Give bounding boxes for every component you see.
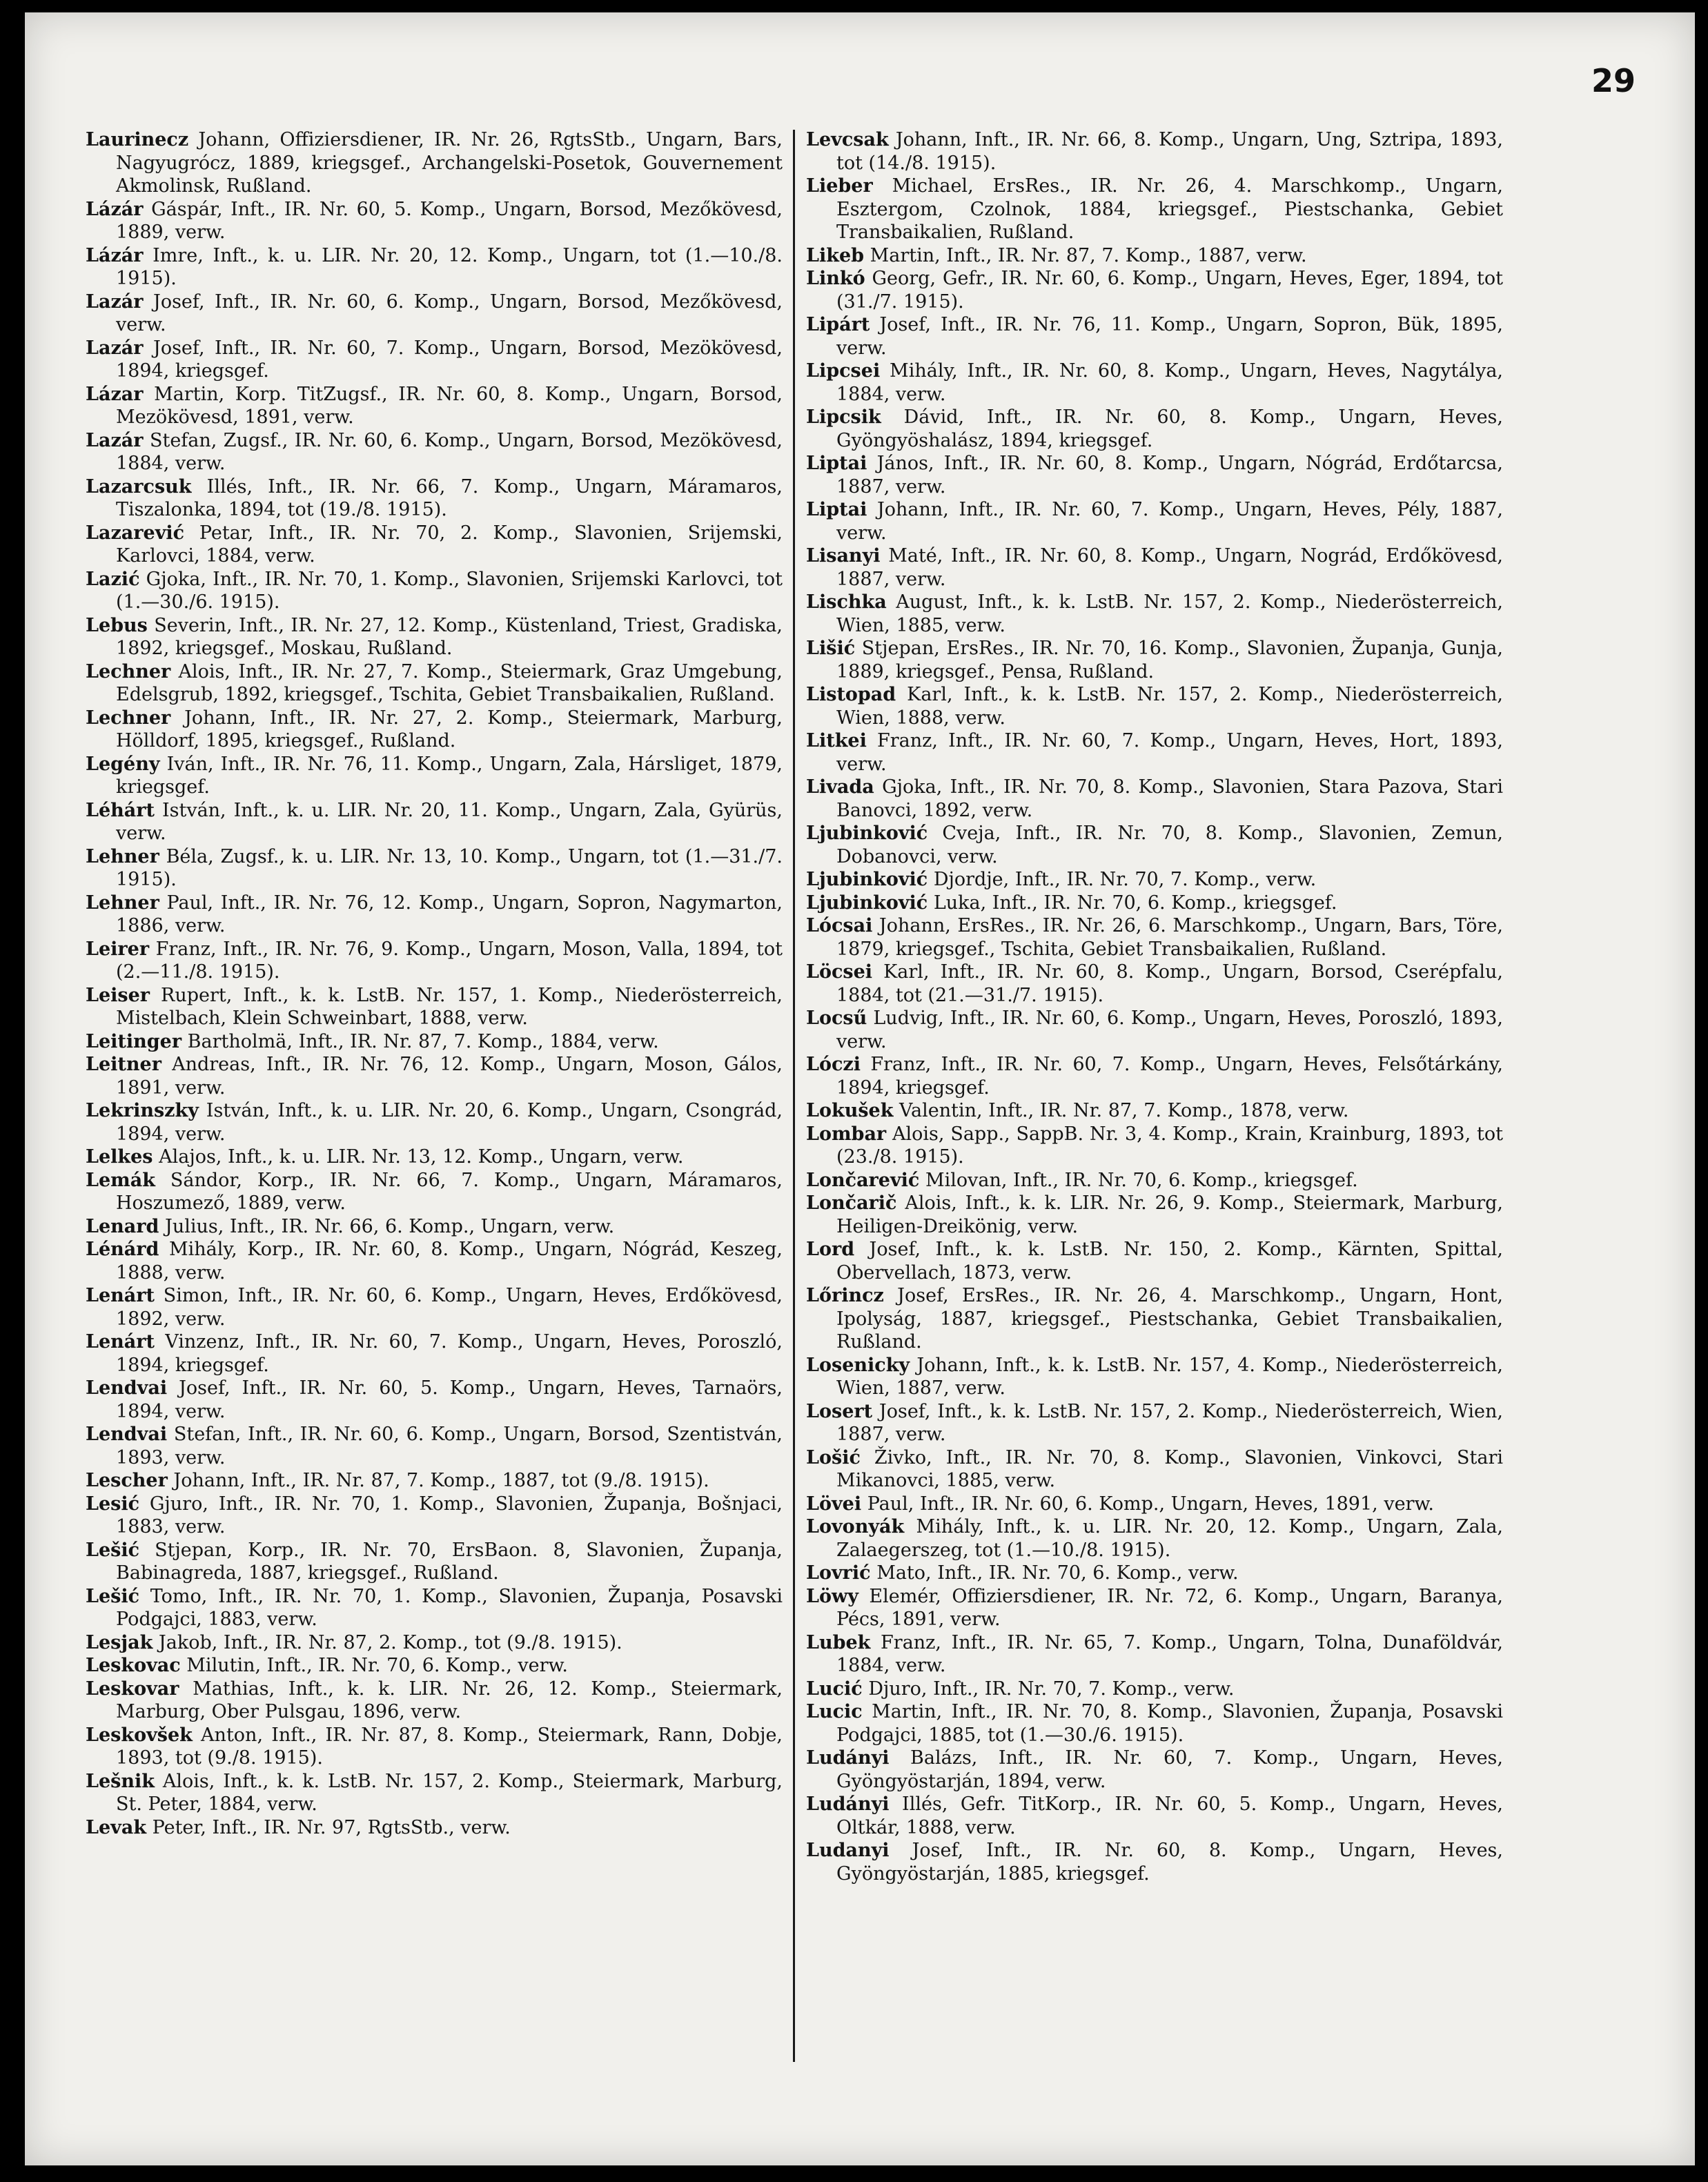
directory-entry <box>806 1284 1503 1354</box>
entry-surname: Lázar <box>86 383 144 405</box>
entry-surname: Lazár <box>86 337 144 359</box>
directory-entry <box>86 383 783 429</box>
directory-entry <box>86 475 783 522</box>
directory-entry <box>806 1493 1503 1516</box>
directory-entry <box>806 1585 1503 1631</box>
entry-surname: Lisanyi <box>806 545 881 567</box>
directory-entry <box>86 614 783 660</box>
entry-surname: Leskovšek <box>86 1724 193 1746</box>
entry-details: Alois, Inft., k. k. LIR. Nr. 26, 9. Komp., Steiermark, Marburg, Heiligen-Dreikönig, verw. <box>836 1192 1503 1237</box>
entry-surname: Lešić <box>86 1539 140 1561</box>
directory-entry <box>86 753 783 799</box>
entry-details: Mihály, Inft., IR. Nr. 60, 8. Komp., Ungarn, Heves, Nagytálya, 1884, verw. <box>836 360 1503 405</box>
directory-entry <box>806 1099 1503 1123</box>
entry-surname: Lescher <box>86 1470 168 1491</box>
directory-entry <box>806 822 1503 868</box>
entry-surname: Lechner <box>86 707 171 729</box>
entry-surname: Ljubinković <box>806 892 928 914</box>
directory-entry <box>806 1515 1503 1562</box>
entry-surname: Lazarević <box>86 522 185 544</box>
entry-surname: Ludányi <box>806 1747 890 1769</box>
entry-surname: Liptai <box>806 453 867 474</box>
entry-details: Djordje, Inft., IR. Nr. 70, 7. Komp., verw. <box>927 869 1317 890</box>
entry-details: Maté, Inft., IR. Nr. 60, 8. Komp., Ungarn, Nográd, Erdőkövesd, 1887, verw. <box>836 545 1503 590</box>
entry-surname: Leskovac <box>86 1655 181 1676</box>
entry-details: Michael, ErsRes., IR. Nr. 26, 4. Marschkomp., Ungarn, Esztergom, Czolnok, 1884, kriegsgef., Piestschanka, Gebiet Transbaikalien, Rußland. <box>836 175 1503 243</box>
entry-surname: Livada <box>806 776 874 798</box>
entry-surname: Losert <box>806 1400 873 1422</box>
directory-entry <box>806 683 1503 729</box>
directory-entry <box>86 337 783 383</box>
directory-entry <box>806 498 1503 544</box>
entry-surname: Laurinecz <box>86 129 189 150</box>
directory-entry <box>806 892 1503 915</box>
entry-details: Johann, Inft., IR. Nr. 87, 7. Komp., 1887, tot (9./8. 1915). <box>167 1470 709 1491</box>
directory-entry <box>806 360 1503 406</box>
entry-details: Gjoka, Inft., IR. Nr. 70, 1. Komp., Slavonien, Srijemski Karlovci, tot (1.—30./6. 1915). <box>116 568 783 613</box>
entry-details: Tomo, Inft., IR. Nr. 70, 1. Komp., Slavonien, Županja, Posavski Podgajci, 1883, verw. <box>116 1585 783 1630</box>
directory-entry <box>86 984 783 1030</box>
entry-surname: Löcsei <box>806 961 873 983</box>
entry-details: Alois, Inft., k. k. LstB. Nr. 157, 2. Komp., Steiermark, Marburg, St. Peter, 1884, verw. <box>116 1770 783 1815</box>
entry-surname: Levcsak <box>806 129 889 150</box>
entry-details: Cveja, Inft., IR. Nr. 70, 8. Komp., Slavonien, Zemun, Dobanovci, verw. <box>836 823 1503 867</box>
directory-entry <box>806 1631 1503 1678</box>
entry-surname: Lehner <box>86 892 159 914</box>
entry-surname: Lazár <box>86 429 144 451</box>
directory-entry <box>806 1446 1503 1493</box>
directory-entry <box>86 1238 783 1284</box>
entry-details: Josef, Inft., IR. Nr. 60, 5. Komp., Ungarn, Heves, Tarnaörs, 1894, verw. <box>116 1377 783 1422</box>
entry-surname: Lesjak <box>86 1631 153 1653</box>
directory-entry <box>806 776 1503 822</box>
entry-surname: Lőrincz <box>806 1285 884 1306</box>
entry-details: Martin, Inft., IR. Nr. 70, 8. Komp., Slavonien, Županja, Posavski Podgajci, 1885, tot (1.—30./6. 1915). <box>836 1701 1503 1746</box>
entry-details: Luka, Inft., IR. Nr. 70, 6. Komp., kriegsgef. <box>927 892 1337 914</box>
entry-surname: Lovrić <box>806 1562 871 1584</box>
entry-surname: Lipcsei <box>806 360 881 382</box>
directory-entry <box>86 244 783 291</box>
entry-details: Gáspár, Inft., IR. Nr. 60, 5. Komp., Ungarn, Borsod, Mezőkövesd, 1889, verw. <box>116 198 783 243</box>
entry-details: Josef, Inft., k. k. LstB. Nr. 157, 2. Komp., Niederösterreich, Wien, 1887, verw. <box>836 1400 1503 1445</box>
directory-entry <box>806 244 1503 268</box>
directory-entry <box>86 1585 783 1631</box>
directory-entry <box>86 938 783 984</box>
entry-details: Andreas, Inft., IR. Nr. 76, 12. Komp., Ungarn, Moson, Gálos, 1891, verw. <box>116 1054 783 1099</box>
book-page <box>25 12 1695 2165</box>
directory-entry <box>806 1747 1503 1793</box>
entry-details: Illés, Gefr. TitKorp., IR. Nr. 60, 5. Komp., Ungarn, Heves, Oltkár, 1888, verw. <box>836 1793 1503 1838</box>
directory-entry <box>86 1423 783 1469</box>
directory-entry <box>86 1469 783 1493</box>
directory-entry <box>86 522 783 568</box>
entry-details: Johann, Inft., IR. Nr. 60, 7. Komp., Ungarn, Heves, Pély, 1887, verw. <box>836 499 1503 544</box>
directory-entry <box>86 1631 783 1655</box>
entry-surname: Ludányi <box>806 1793 890 1815</box>
entry-details: Franz, Inft., IR. Nr. 76, 9. Komp., Ungarn, Moson, Valla, 1894, tot (2.—11./8. 1915). <box>116 938 783 983</box>
entry-details: István, Inft., k. u. LIR. Nr. 20, 6. Komp., Ungarn, Csongrád, 1894, verw. <box>116 1100 783 1145</box>
directory-entry <box>806 1192 1503 1238</box>
entry-details: Illés, Inft., IR. Nr. 66, 7. Komp., Ungarn, Máramaros, Tiszalonka, 1894, tot (19./8. 1915). <box>116 475 783 520</box>
directory-entry <box>806 1400 1503 1446</box>
directory-entry <box>806 1700 1503 1747</box>
entry-details: Stjepan, Korp., IR. Nr. 70, ErsBaon. 8, Slavonien, Županja, Babinagreda, 1887, kriegsgef., Rußland. <box>116 1539 783 1584</box>
directory-entry <box>806 1123 1503 1169</box>
directory-entry <box>86 1816 783 1840</box>
directory-entry <box>806 1678 1503 1701</box>
entry-details: Djuro, Inft., IR. Nr. 70, 7. Komp., verw. <box>862 1678 1235 1700</box>
entry-surname: Listopad <box>806 684 896 705</box>
directory-entry <box>86 1053 783 1099</box>
directory-entry <box>86 1539 783 1585</box>
entry-details: Simon, Inft., IR. Nr. 60, 6. Komp., Ungarn, Heves, Erdőkövesd, 1892, verw. <box>116 1285 783 1330</box>
right-column <box>806 128 1503 1885</box>
entry-surname: Lelkes <box>86 1146 153 1168</box>
directory-entry <box>806 961 1503 1007</box>
entry-details: Johann, Offiziersdiener, IR. Nr. 26, RgtsStb., Ungarn, Bars, Nagyugrócz, 1889, kriegsgef., Archangelski-Posetok, Gouvernement Akmolinsk, Rußland. <box>116 129 783 197</box>
entry-details: Karl, Inft., IR. Nr. 60, 8. Komp., Ungarn, Borsod, Cserépfalu, 1884, tot (21.—31./7. 1915). <box>836 961 1503 1006</box>
entry-details: Severin, Inft., IR. Nr. 27, 12. Komp., Küstenland, Triest, Gradiska, 1892, kriegsgef., Moskau, Rußland. <box>116 614 783 659</box>
page-number: 29 <box>1591 62 1636 99</box>
directory-entry <box>806 591 1503 637</box>
entry-details: August, Inft., k. k. LstB. Nr. 157, 2. Komp., Niederösterreich, Wien, 1885, verw. <box>836 591 1503 636</box>
entry-surname: Lipcsik <box>806 406 881 428</box>
entry-surname: Losenicky <box>806 1354 910 1376</box>
entry-details: Mato, Inft., IR. Nr. 70, 6. Komp., verw. <box>870 1562 1239 1584</box>
entry-surname: Linkó <box>806 268 865 289</box>
directory-entry <box>86 707 783 753</box>
entry-details: Živko, Inft., IR. Nr. 70, 8. Komp., Slavonien, Vinkovci, Stari Mikanovci, 1885, verw. <box>836 1446 1503 1491</box>
entry-details: Valentin, Inft., IR. Nr. 87, 7. Komp., 1878, verw. <box>893 1100 1349 1121</box>
directory-entry <box>86 1724 783 1770</box>
entry-surname: Léhárt <box>86 799 155 821</box>
entry-details: István, Inft., k. u. LIR. Nr. 20, 11. Komp., Ungarn, Zala, Gyürüs, verw. <box>116 799 783 844</box>
entry-surname: Lebus <box>86 614 148 636</box>
entry-details: Karl, Inft., k. k. LstB. Nr. 157, 2. Komp., Niederösterreich, Wien, 1888, verw. <box>836 684 1503 729</box>
entry-surname: Legény <box>86 753 160 775</box>
directory-entry <box>806 868 1503 892</box>
entry-details: János, Inft., IR. Nr. 60, 8. Komp., Ungarn, Nógrád, Erdőtarcsa, 1887, verw. <box>836 453 1503 498</box>
entry-surname: Leitinger <box>86 1030 182 1052</box>
entry-details: Stjepan, ErsRes., IR. Nr. 70, 16. Komp., Slavonien, Županja, Gunja, 1889, kriegsgef., Pensa, Rußland. <box>836 638 1503 682</box>
directory-entry <box>806 267 1503 313</box>
entry-details: Balázs, Inft., IR. Nr. 60, 7. Komp., Ungarn, Heves, Gyöngyöstarján, 1894, verw. <box>836 1747 1503 1792</box>
entry-surname: Lišić <box>806 638 856 659</box>
entry-details: Stefan, Inft., IR. Nr. 60, 6. Komp., Ungarn, Borsod, Szentistván, 1893, verw. <box>116 1424 783 1468</box>
directory-entry <box>86 1284 783 1330</box>
entry-details: Josef, Inft., k. k. LstB. Nr. 150, 2. Komp., Kärnten, Spittal, Obervellach, 1873, verw. <box>836 1239 1503 1284</box>
entry-surname: Löwy <box>806 1585 858 1607</box>
entry-details: Sándor, Korp., IR. Nr. 66, 7. Komp., Ungarn, Máramaros, Hoszumező, 1889, verw. <box>116 1169 783 1214</box>
entry-surname: Lesić <box>86 1493 140 1515</box>
directory-entry <box>86 1215 783 1239</box>
directory-entry <box>86 845 783 892</box>
entry-surname: Lucic <box>806 1701 863 1722</box>
entry-surname: Lazarcsuk <box>86 475 192 498</box>
entry-surname: Lubek <box>806 1631 871 1653</box>
directory-entry <box>806 1053 1503 1099</box>
directory-entry <box>806 914 1503 961</box>
entry-details: Franz, Inft., IR. Nr. 60, 7. Komp., Ungarn, Heves, Hort, 1893, verw. <box>836 730 1503 775</box>
entry-details: Mihály, Inft., k. u. LIR. Nr. 20, 12. Komp., Ungarn, Zala, Zalaegerszeg, tot (1.—10./8. 1915). <box>836 1516 1503 1561</box>
entry-surname: Lövei <box>806 1493 862 1515</box>
entry-surname: Lázár <box>86 244 144 266</box>
entry-surname: Lócsai <box>806 915 873 936</box>
entry-surname: Locsű <box>806 1008 867 1029</box>
directory-entry <box>86 799 783 845</box>
entry-surname: Lenárt <box>86 1331 155 1353</box>
entry-details: Jakob, Inft., IR. Nr. 87, 2. Komp., tot (9./8. 1915). <box>153 1631 622 1653</box>
directory-entry <box>86 1377 783 1423</box>
entry-details: Johann, Inft., IR. Nr. 27, 2. Komp., Steiermark, Marburg, Hölldorf, 1895, kriegsgef., Rußland. <box>116 707 783 751</box>
entry-details: Iván, Inft., IR. Nr. 76, 11. Komp., Ungarn, Zala, Hársliget, 1879, kriegsgef. <box>116 753 783 798</box>
entry-surname: Lekrinszky <box>86 1100 199 1121</box>
entry-details: Gjuro, Inft., IR. Nr. 70, 1. Komp., Slavonien, Županja, Bošnjaci, 1883, verw. <box>116 1493 783 1537</box>
entry-surname: Lendvai <box>86 1424 168 1445</box>
entry-surname: Ludanyi <box>806 1840 890 1861</box>
entry-details: Josef, Inft., IR. Nr. 60, 7. Komp., Ungarn, Borsod, Mezökövesd, 1894, kriegsgef. <box>116 337 783 382</box>
directory-entry <box>806 1238 1503 1284</box>
entry-surname: Leskovar <box>86 1678 179 1700</box>
entry-details: Mihály, Korp., IR. Nr. 60, 8. Komp., Ungarn, Nógrád, Keszeg, 1888, verw. <box>116 1239 783 1284</box>
directory-entry <box>806 1793 1503 1839</box>
entry-surname: Lázár <box>86 198 144 220</box>
directory-entry <box>86 429 783 475</box>
entry-surname: Leitner <box>86 1054 161 1075</box>
directory-entry <box>86 1678 783 1724</box>
entry-details: Bartholmä, Inft., IR. Nr. 87, 7. Komp., 1884, verw. <box>181 1030 659 1052</box>
directory-entry <box>806 729 1503 776</box>
directory-entry <box>86 1030 783 1054</box>
directory-entry <box>806 452 1503 498</box>
entry-surname: Lombar <box>806 1123 887 1145</box>
entry-surname: Lipárt <box>806 314 870 335</box>
directory-entry <box>806 1007 1503 1053</box>
directory-entry <box>806 406 1503 452</box>
entry-details: Mathias, Inft., k. k. LIR. Nr. 26, 12. Komp., Steiermark, Marburg, Ober Pulsgau, 1896, verw. <box>116 1678 783 1722</box>
entry-details: Petar, Inft., IR. Nr. 70, 2. Komp., Slavonien, Srijemski, Karlovci, 1884, verw. <box>116 522 783 567</box>
entry-details: Paul, Inft., IR. Nr. 60, 6. Komp., Ungarn, Heves, 1891, verw. <box>861 1493 1434 1515</box>
entry-surname: Lončarević <box>806 1169 920 1191</box>
directory-entry <box>86 892 783 938</box>
directory-entry <box>806 1839 1503 1885</box>
entry-details: Milutin, Inft., IR. Nr. 70, 6. Komp., verw. <box>180 1655 568 1676</box>
directory-entry <box>86 198 783 244</box>
entry-surname: Lemák <box>86 1169 155 1191</box>
entry-surname: Lóczi <box>806 1054 861 1075</box>
entry-surname: Lord <box>806 1239 855 1260</box>
entry-surname: Lešnik <box>86 1770 155 1792</box>
entry-surname: Lechner <box>86 660 171 682</box>
entry-surname: Litkei <box>806 730 867 751</box>
entry-surname: Ljubinković <box>806 823 928 844</box>
entry-details: Anton, Inft., IR. Nr. 87, 8. Komp., Steiermark, Rann, Dobje, 1893, tot (9./8. 1915). <box>116 1724 783 1769</box>
entry-details: Julius, Inft., IR. Nr. 66, 6. Komp., Ungarn, verw. <box>159 1215 615 1237</box>
entry-details: Paul, Inft., IR. Nr. 76, 12. Komp., Ungarn, Sopron, Nagymarton, 1886, verw. <box>116 892 783 936</box>
entry-surname: Liptai <box>806 499 867 520</box>
entry-details: Josef, ErsRes., IR. Nr. 26, 4. Marschkomp., Ungarn, Hont, Ipolyság, 1887, kriegsgef., Piestschanka, Gebiet Transbaikalien, Rußland. <box>836 1285 1503 1353</box>
entry-details: Alois, Inft., IR. Nr. 27, 7. Komp., Steiermark, Graz Umgebung, Edelsgrub, 1892, kriegsgef., Tschita, Gebiet Transbaikalien, Rußland. <box>116 660 783 705</box>
entry-surname: Lischka <box>806 591 887 613</box>
directory-entry <box>86 1146 783 1169</box>
directory-entry <box>806 1562 1503 1585</box>
entry-details: Gjoka, Inft., IR. Nr. 70, 8. Komp., Slavonien, Stara Pazova, Stari Banovci, 1892, verw. <box>836 776 1503 821</box>
entry-details: Johann, Inft., IR. Nr. 66, 8. Komp., Ungarn, Ung, Sztripa, 1893, tot (14./8. 1915). <box>836 129 1503 174</box>
directory-entry <box>806 1169 1503 1192</box>
entry-details: Johann, ErsRes., IR. Nr. 26, 6. Marschkomp., Ungarn, Bars, Töre, 1879, kriegsgef., Tschita, Gebiet Transbaikalien, Rußland. <box>836 915 1503 960</box>
entry-details: Alajos, Inft., k. u. LIR. Nr. 13, 12. Komp., Ungarn, verw. <box>153 1146 684 1168</box>
entry-surname: Lešić <box>86 1585 140 1607</box>
entry-surname: Lieber <box>806 175 873 197</box>
entry-details: Georg, Gefr., IR. Nr. 60, 6. Komp., Ungarn, Heves, Eger, 1894, tot (31./7. 1915). <box>836 268 1503 313</box>
entry-details: Alois, Sapp., SappB. Nr. 3, 4. Komp., Krain, Krainburg, 1893, tot (23./8. 1915). <box>836 1123 1503 1168</box>
entry-surname: Lenard <box>86 1215 159 1237</box>
column-divider <box>793 130 795 2062</box>
entry-details: Martin, Korp. TitZugsf., IR. Nr. 60, 8. Komp., Ungarn, Borsod, Mezökövesd, 1891, verw. <box>116 383 783 428</box>
entry-details: Vinzenz, Inft., IR. Nr. 60, 7. Komp., Ungarn, Heves, Poroszló, 1894, kriegsgef. <box>116 1331 783 1376</box>
directory-entry <box>86 1169 783 1215</box>
entry-surname: Lendvai <box>86 1377 168 1399</box>
directory-entry <box>86 1493 783 1539</box>
directory-entry <box>86 568 783 614</box>
entry-details: Béla, Zugsf., k. u. LIR. Nr. 13, 10. Komp., Ungarn, tot (1.—31./7. 1915). <box>116 845 783 890</box>
entry-details: Martin, Inft., IR. Nr. 87, 7. Komp., 1887, verw. <box>864 244 1307 266</box>
directory-entry <box>86 660 783 707</box>
entry-surname: Lenárt <box>86 1285 155 1306</box>
directory-entry <box>86 1770 783 1816</box>
entry-details: Ludvig, Inft., IR. Nr. 60, 6. Komp., Ungarn, Heves, Poroszló, 1893, verw. <box>836 1008 1503 1052</box>
directory-entry <box>806 544 1503 591</box>
entry-surname: Lucić <box>806 1678 863 1700</box>
entry-surname: Leirer <box>86 938 150 960</box>
entry-surname: Lazár <box>86 291 144 313</box>
entry-details: Josef, Inft., IR. Nr. 76, 11. Komp., Ungarn, Sopron, Bük, 1895, verw. <box>836 314 1503 359</box>
entry-details: Johann, Inft., k. k. LstB. Nr. 157, 4. Komp., Niederösterreich, Wien, 1887, verw. <box>836 1354 1503 1399</box>
directory-entry <box>86 291 783 337</box>
entry-surname: Leiser <box>86 984 150 1006</box>
directory-entry <box>806 175 1503 244</box>
entry-details: Elemér, Offiziersdiener, IR. Nr. 72, 6. Komp., Ungarn, Baranya, Pécs, 1891, verw. <box>836 1585 1503 1630</box>
entry-surname: Lončarič <box>806 1192 897 1214</box>
directory-entry <box>86 1099 783 1146</box>
entry-surname: Levak <box>86 1816 147 1838</box>
entry-surname: Lovonyák <box>806 1516 905 1537</box>
entry-details: Franz, Inft., IR. Nr. 65, 7. Komp., Ungarn, Tolna, Dunaföldvár, 1884, verw. <box>836 1631 1503 1676</box>
directory-entry <box>86 1330 783 1377</box>
entry-details: Stefan, Zugsf., IR. Nr. 60, 6. Komp., Ungarn, Borsod, Mezökövesd, 1884, verw. <box>116 429 783 474</box>
entry-surname: Lazić <box>86 568 140 590</box>
entry-surname: Lehner <box>86 845 159 867</box>
entry-details: Josef, Inft., IR. Nr. 60, 8. Komp., Ungarn, Heves, Gyöngyöstarján, 1885, kriegsgef. <box>836 1840 1503 1885</box>
directory-entry <box>806 313 1503 360</box>
directory-entry <box>86 1654 783 1678</box>
entry-surname: Likeb <box>806 244 865 266</box>
entry-details: Josef, Inft., IR. Nr. 60, 6. Komp., Ungarn, Borsod, Mezőkövesd, verw. <box>116 291 783 335</box>
entry-surname: Lošić <box>806 1446 861 1468</box>
directory-entry <box>86 128 783 198</box>
entry-details: Milovan, Inft., IR. Nr. 70, 6. Komp., kriegsgef. <box>919 1169 1358 1191</box>
directory-entry <box>806 637 1503 683</box>
entry-details: Franz, Inft., IR. Nr. 60, 7. Komp., Ungarn, Heves, Felsőtárkány, 1894, kriegsgef. <box>836 1054 1503 1099</box>
entry-surname: Ljubinković <box>806 869 928 890</box>
entry-details: Peter, Inft., IR. Nr. 97, RgtsStb., verw. <box>146 1816 511 1838</box>
entry-details: Imre, Inft., k. u. LIR. Nr. 20, 12. Komp., Ungarn, tot (1.—10./8. 1915). <box>116 244 783 289</box>
directory-entry <box>806 1354 1503 1400</box>
left-column <box>86 128 783 1839</box>
entry-surname: Lénárd <box>86 1239 159 1260</box>
entry-surname: Lokušek <box>806 1100 894 1121</box>
entry-details: Rupert, Inft., k. k. LstB. Nr. 157, 1. Komp., Niederösterreich, Mistelbach, Klein Schweinbart, 1888, verw. <box>116 984 783 1029</box>
directory-entry <box>806 128 1503 175</box>
entry-details: Dávid, Inft., IR. Nr. 60, 8. Komp., Ungarn, Heves, Gyöngyöshalász, 1894, kriegsgef. <box>836 406 1503 451</box>
